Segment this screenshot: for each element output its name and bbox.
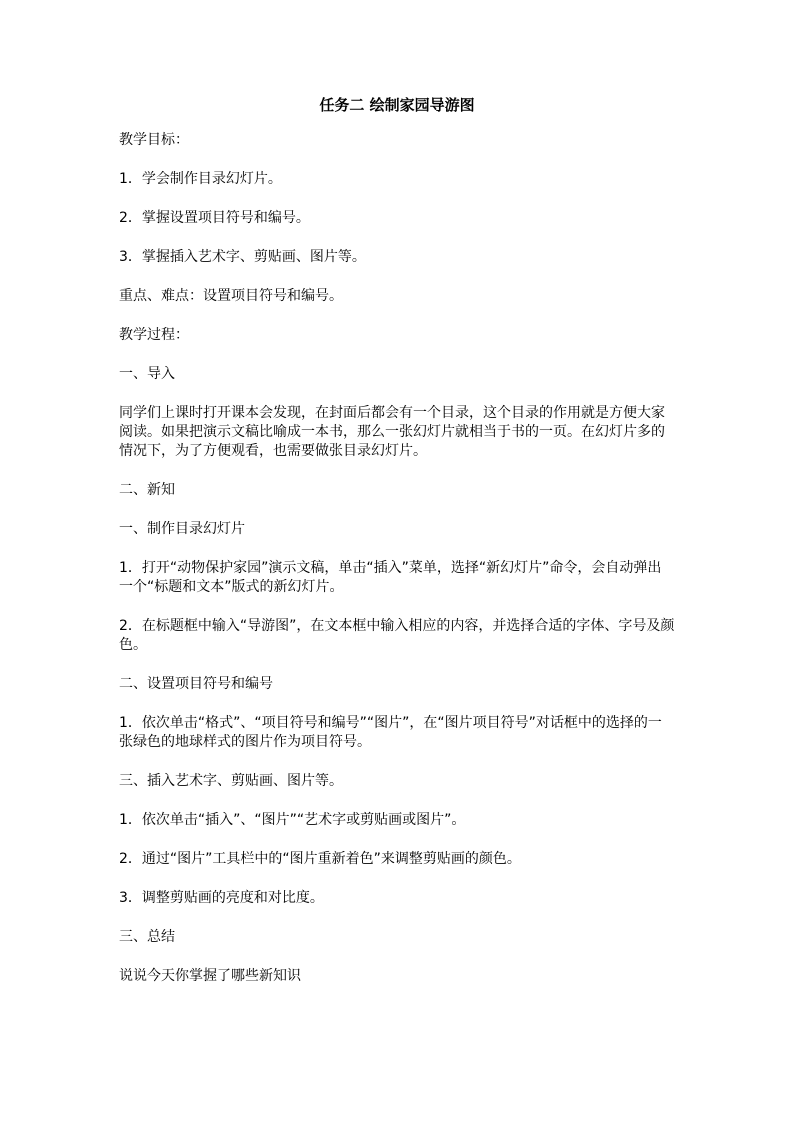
paragraph-insert-step-1: 1．依次单击“插入”、“图片”“艺术字或剪贴画或图片”。 (119, 812, 466, 828)
paragraph-goal-2: 2．掌握设置项目符号和编号。 (119, 210, 310, 226)
paragraph-section-summary: 三、总结 (119, 929, 175, 945)
paragraph-intro-body: 同学们上课时打开课本会发现，在封面后都会有一个目录，这个目录的作用就是方便大家阅读。如果把演示文稿比喻成一本书，那么一张幻灯片就相当于书的一页。在幻灯片多的情况下，为了方便观看，也需要做张目录幻灯片。 (119, 405, 665, 459)
paragraph-bullets-step-1: 1．依次单击“格式”、“项目符号和编号”“图片”，在“图片项目符号”对话框中的选择的一张绿色的地球样式的图片作为项目符号。 (119, 715, 662, 750)
paragraph-section-intro: 一、导入 (119, 366, 175, 382)
paragraph-summary-body: 说说今天你掌握了哪些新知识 (119, 968, 301, 984)
paragraph-goal-3: 3．掌握插入艺术字、剪贴画、图片等。 (119, 249, 366, 265)
paragraph-goal-1: 1．学会制作目录幻灯片。 (119, 171, 282, 187)
paragraph-teaching-goals-heading: 教学目标： (119, 132, 189, 148)
paragraph-key-points: 重点、难点：设置项目符号和编号。 (119, 288, 343, 304)
document-title: 任务二 绘制家园导游图 (319, 96, 475, 114)
paragraph-insert-step-2: 2．通过“图片”工具栏中的“图片重新着色”来调整剪贴画的颜色。 (119, 851, 521, 867)
paragraph-subsection-insert: 三、插入艺术字、剪贴画、图片等。 (119, 773, 343, 789)
paragraph-insert-step-3: 3．调整剪贴画的亮度和对比度。 (119, 890, 324, 906)
paragraph-toc-step-1: 1．打开“动物保护家园”演示文稿，单击“插入”菜单，选择“新幻灯片”命令，会自动弹出一个“标题和文本”版式的新幻灯片。 (119, 560, 662, 595)
paragraph-process-heading: 教学过程： (119, 327, 189, 343)
document-page (119, 94, 675, 1006)
paragraph-subsection-bullets: 二、设置项目符号和编号 (119, 676, 273, 692)
paragraph-toc-step-2: 2．在标题框中输入“导游图”，在文本框中输入相应的内容，并选择合适的字体、字号及颜色。 (119, 618, 675, 653)
paragraph-section-new: 二、新知 (119, 482, 175, 498)
paragraph-subsection-toc: 一、制作目录幻灯片 (119, 521, 245, 537)
